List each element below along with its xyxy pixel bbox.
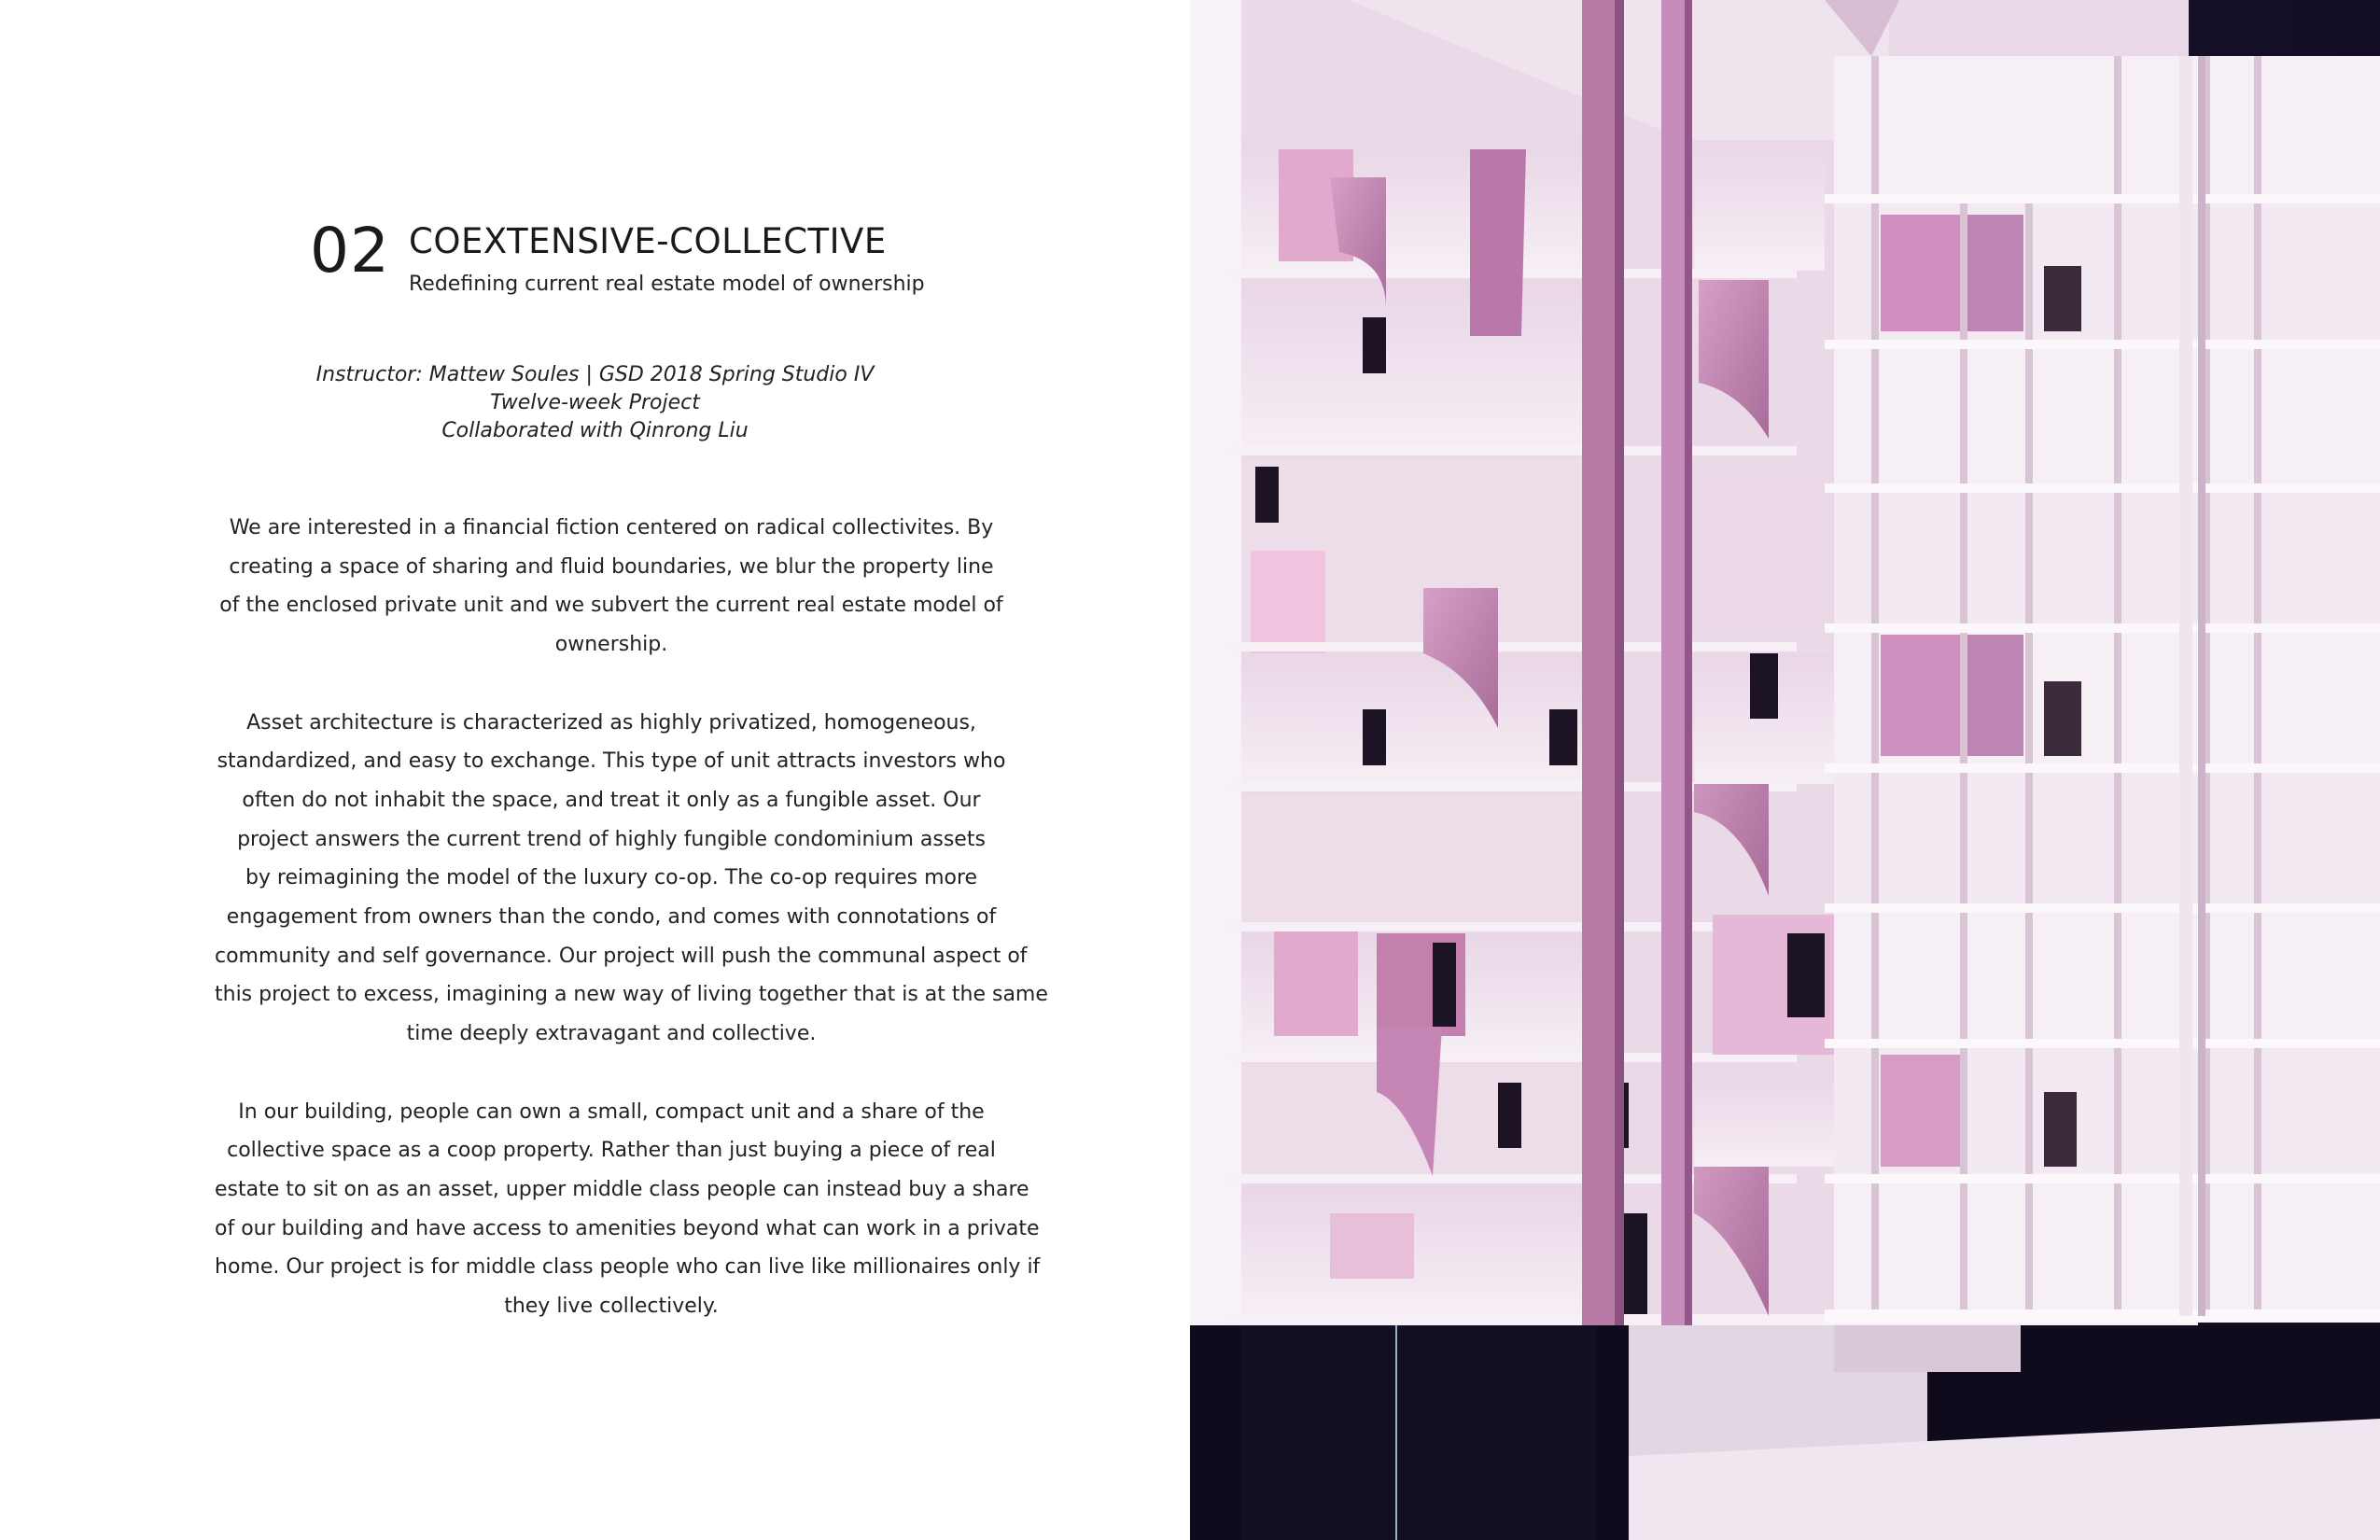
- text-line: home. Our project is for middle class people who can live like millionaires only if: [215, 1255, 1041, 1280]
- text-line: of our building and have access to amenities beyond what can work in a private: [215, 1216, 1040, 1240]
- project-header: [310, 215, 1019, 310]
- model-photo: [1190, 0, 2380, 1540]
- text-line: time deeply extravagant and collective.: [406, 1022, 817, 1046]
- text-line: they live collectively.: [504, 1295, 719, 1319]
- text-line: this project to excess, imagining a new way of living together that is at the same: [215, 983, 1048, 1007]
- project-credits: [224, 361, 966, 445]
- text-line: collective space as a coop property. Rather than just buying a piece of real: [227, 1139, 996, 1163]
- text-line: Asset architecture is characterized as highly privatized, homogeneous,: [246, 710, 976, 735]
- project-number: 02: [310, 215, 390, 287]
- architectural-model-section-photo: [1190, 0, 2380, 1540]
- paragraph-1: [215, 509, 1008, 665]
- project-title: COEXTENSIVE-COLLECTIVE: [409, 221, 887, 261]
- project-subtitle: Redefining current real estate model of ownership: [409, 273, 925, 296]
- text-line: community and self governance. Our project will push the communal aspect of: [215, 944, 1028, 968]
- credit-duration: Twelve-week Project: [490, 391, 700, 414]
- text-line: often do not inhabit the space, and treat it only as a fungible asset. Our: [242, 788, 981, 812]
- text-line: In our building, people can own a small, compact unit and a share of the: [238, 1099, 985, 1124]
- text-line: ownership.: [554, 633, 668, 657]
- text-line: creating a space of sharing and fluid boundaries, we blur the property line: [229, 554, 994, 579]
- text-line: engagement from owners than the condo, and comes with connotations of: [226, 905, 997, 930]
- text-line: by reimagining the model of the luxury co-op. The co-op requires more: [245, 866, 978, 890]
- text-line: of the enclosed private unit and we subvert the current real estate model of: [219, 594, 1003, 618]
- credit-instructor: Instructor: Mattew Soules | GSD 2018 Spring Studio IV: [315, 363, 875, 386]
- text-line: estate to sit on as an asset, upper middle class people can instead buy a share: [215, 1177, 1029, 1201]
- text-line: We are interested in a financial fiction centered on radical collectivites. By: [229, 516, 994, 539]
- paragraph-3: [215, 1093, 1041, 1326]
- paragraph-2: [215, 704, 1048, 1054]
- credit-collaborator: Collaborated with Qinrong Liu: [441, 419, 749, 442]
- text-line: project answers the current trend of highly fungible condominium assets: [237, 827, 986, 851]
- text-line: standardized, and easy to exchange. This type of unit attracts investors who: [217, 749, 1006, 774]
- project-description: [215, 509, 1048, 1365]
